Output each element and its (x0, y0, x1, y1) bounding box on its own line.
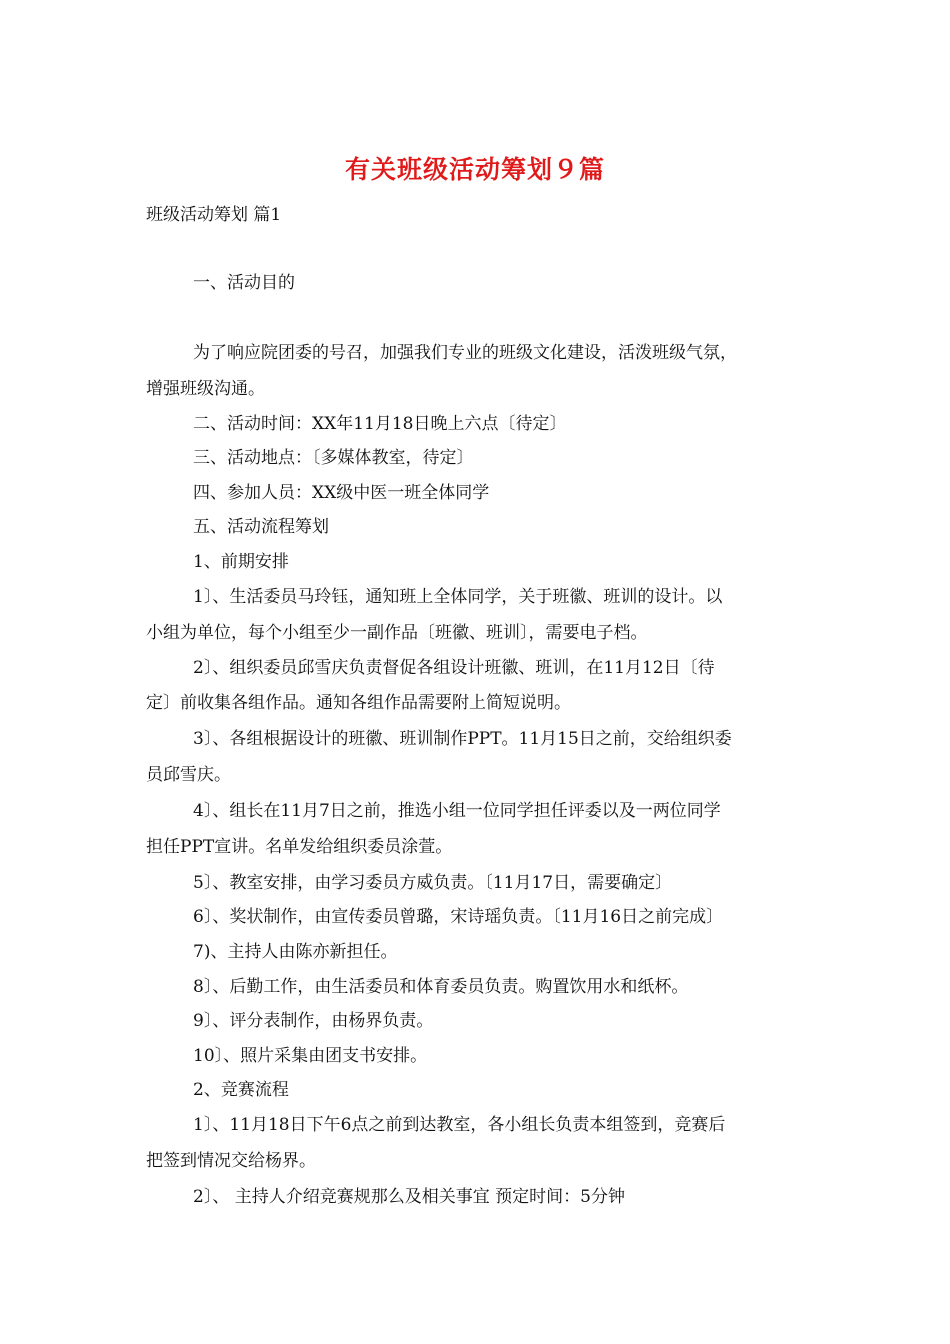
paragraph-line: 四、参加人员：XX级中医一班全体同学 (193, 483, 490, 503)
paragraph-line: 7)、主持人由陈亦新担任。 (193, 942, 398, 962)
paragraph-line: 10〕、照片采集由团支书安排。 (193, 1046, 428, 1066)
paragraph-line: 5〕、教室安排，由学习委员方威负责。〔11月17日，需要确定〕 (193, 873, 673, 893)
paragraph-line: 2〕、组织委员邱雪庆负责督促各组设计班徽、班训，在11月12日〔待 (193, 658, 715, 678)
paragraph-line: 三、活动地点：〔多媒体教室，待定〕 (193, 448, 474, 468)
section-heading: 班级活动筹划 篇1 (146, 205, 282, 225)
paragraph-line: 五、活动流程筹划 (193, 517, 329, 537)
paragraph-line: 1、前期安排 (193, 552, 289, 572)
paragraph-line: 9〕、评分表制作，由杨界负责。 (193, 1011, 434, 1031)
paragraph-line: 1〕、生活委员马玲钰，通知班上全体同学，关于班徽、班训的设计。以 (193, 587, 723, 607)
paragraph-line: 担任PPT宣讲。名单发给组织委员涂萱。 (146, 837, 453, 857)
paragraph-line: 8〕、后勤工作，由生活委员和体育委员负责。购置饮用水和纸杯。 (193, 977, 689, 997)
paragraph-line: 2〕、 主持人介绍竞赛规那么及相关事宜 预定时间：5分钟 (193, 1187, 625, 1207)
paragraph-line: 6〕、奖状制作，由宣传委员曾璐，宋诗瑶负责。〔11月16日之前完成〕 (193, 907, 724, 927)
paragraph-line: 4〕、组长在11月7日之前，推选小组一位同学担任评委以及一两位同学 (193, 801, 721, 821)
paragraph-line: 为了响应院团委的号召，加强我们专业的班级文化建设，活泼班级气氛， (193, 343, 737, 363)
paragraph-line: 1〕、11月18日下午6点之前到达教室，各小组长负责本组签到，竞赛后 (193, 1115, 726, 1135)
paragraph-line: 二、活动时间：XX年11月18日晚上六点〔待定〕 (193, 414, 567, 434)
paragraph-line: 3〕、各组根据设计的班徽、班训制作PPT。11月15日之前，交给组织委 (193, 729, 732, 749)
paragraph-line: 定〕前收集各组作品。通知各组作品需要附上简短说明。 (146, 693, 571, 713)
paragraph-line: 2、竞赛流程 (193, 1080, 289, 1100)
paragraph-line: 把签到情况交给杨界。 (146, 1151, 316, 1171)
paragraph-line: 员邱雪庆。 (146, 765, 231, 785)
paragraph-line: 增强班级沟通。 (146, 379, 265, 399)
paragraph-line: 一、活动目的 (193, 273, 295, 293)
paragraph-line: 小组为单位，每个小组至少一副作品〔班徽、班训〕，需要电子档。 (146, 623, 648, 643)
document-title: 有关班级活动筹划９篇 (344, 155, 605, 184)
